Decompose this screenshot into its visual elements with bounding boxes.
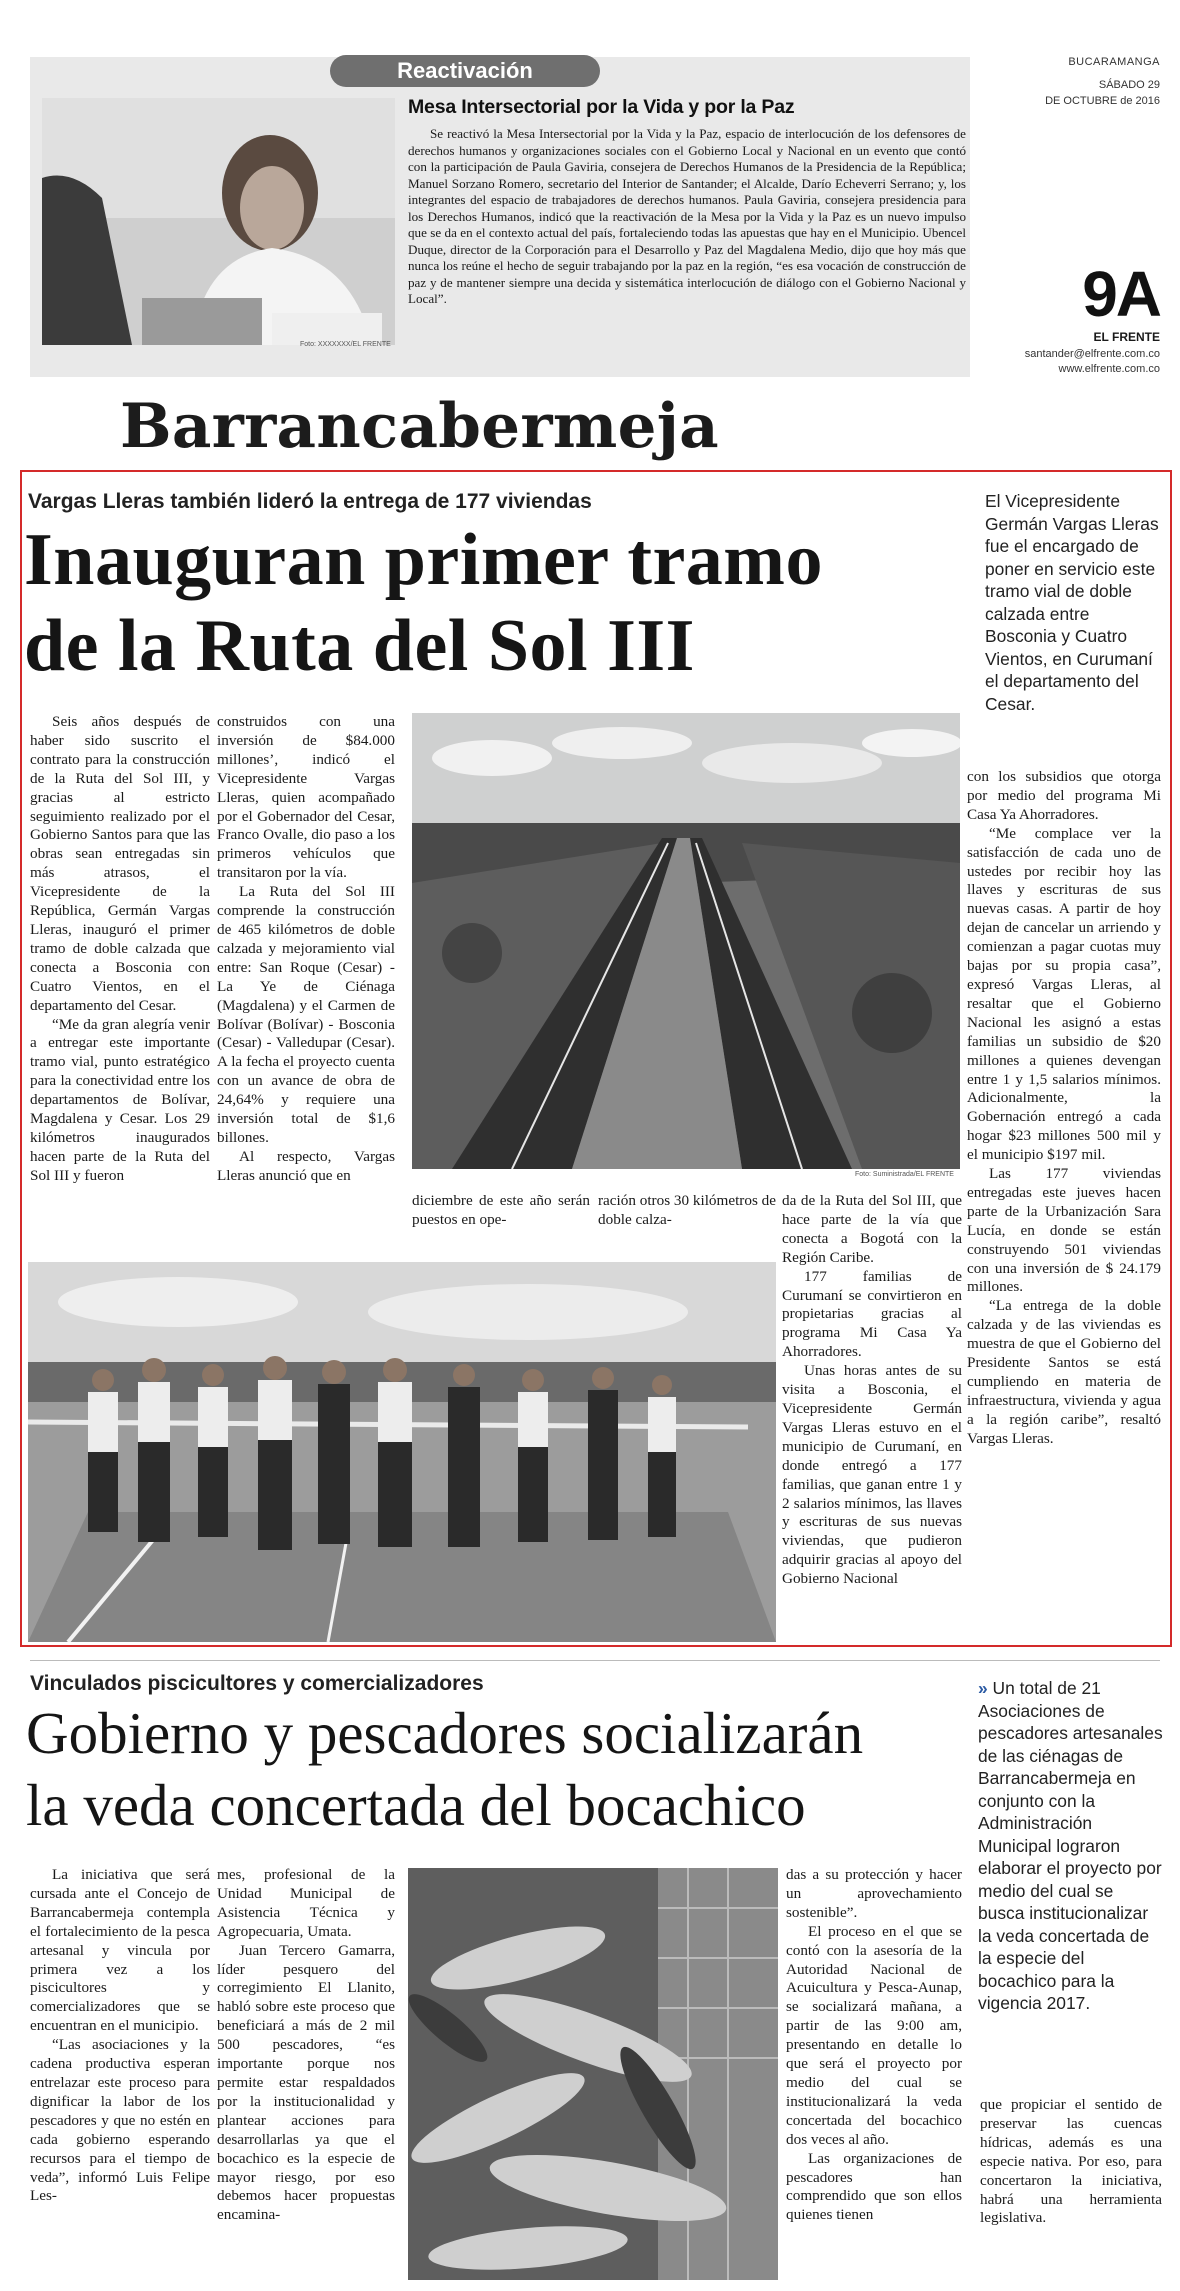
paper-email[interactable]: santander@elfrente.com.co bbox=[1024, 348, 1160, 360]
article-1-headline-line-1: Inauguran primer tramo bbox=[24, 519, 823, 601]
road-photo-credit: Foto: Suministrada/EL FRENTE bbox=[855, 1171, 954, 1178]
article-2-column-4: das a su protección y hacer un aprovechamiento sostenible”. El proceso en el que se contó con la asesoría de la Autoridad Nacional de Acuicultura y Pesca-Aunap, se socializará mañana, a partir de las 9:00 am, presentando en detalle lo que será el proyecto por medio del cual se institucionalizará la veda concertada del bocachico dos veces al año. Las organizaciones de pescadores han comprendido que son ellos quienes tienen bbox=[786, 1866, 962, 2224]
brief-photo-credit: Foto: XXXXXXX/EL FRENTE bbox=[300, 341, 391, 348]
article-1-column-4: da de la Ruta del Sol III, que hace parte de la vía que conecta a Bogotá con la Región Caribe. 177 familias de Curumaní se convirtieron en propietarias gracias al programa Mi Casa Ya Ahorradores. Unas horas antes de su visita a Bosconia, el Vicepresidente Germán Vargas Lleras estuvo en el municipio de Curumaní, en donde entregó a 177 familias, que ganan entre 1 y 2 salarios mínimos, las llaves y escrituras de sus nuevas viviendas, que pudieron adquirir gracias al apoyo del Gobierno Nacional bbox=[782, 1192, 962, 1588]
article-1-mid-column-2: diciembre de este año serán puestos en ope- bbox=[412, 1192, 590, 1228]
ribbon-cutting-photo bbox=[28, 1262, 776, 1642]
fish-photo bbox=[408, 1868, 778, 2280]
article-1-column-5: con los subsidios que otorga por medio del programa Mi Casa Ya Ahorradores. “Me complace ver la satisfacción de cada uno de ustedes por recibir hoy las llaves y escrituras de sus nuevas casas. A partir de hoy dejan de cancelar un arriendo y comienzan a pagar cuotas muy bajas por su propia casa”, expresó Vargas Lleras, al resaltar que el Gobierno Nacional les asignó a estas familias un subsidio de $20 millones a quienes devengan entre 1 y 1,5 salarios mínimos. Adicionalmente, la Gobernación entregó a cada hogar $23 millones 500 mil y el municipio $197 mil. Las 177 viviendas entregadas este jueves hacen parte de la Urbanización Sara Lucía, en donde se están construyendo 501 viviendas con una inversión de $ 24.179 millones. “La entrega de la doble calzada y de las viviendas es muestra de que el Gobierno del Presidente Santos se está cumpliendo en materia de infraestructura, vivienda y agua a la región caribe”, resaltó Vargas Lleras. bbox=[967, 768, 1161, 1447]
article-2-column-2: mes, profesional de la Unidad Municipal de Asistencia Técnica y Agropecuaria, Umata. Juan Tercero Gamarra, líder pesquero del corregimiento El Llanito, habló sobre este proceso que beneficiará a más de 2 mil 500 pescadores, “es importante porque nos permite estar respaldados por la institucionalidad y plantear acciones para desarrollarlas ya que el bocachico es la especie de mayor riesgo, por eso debemos hacer propuestas encamina- bbox=[217, 1866, 395, 2224]
article-1-kicker: Vargas Lleras también lideró la entrega de 177 viviendas bbox=[28, 490, 592, 513]
article-1-mid-column-3: ración otros 30 kilómetros de doble calza- bbox=[598, 1192, 776, 1228]
paper-name: EL FRENTE bbox=[1093, 330, 1160, 344]
article-2-sidebar-text: Un total de 21 Asociaciones de pescadores artesanales de las ciénagas de Barrancabermeja en conjunto con la Administración Municipal lograron elaborar el proyecto por medio del cual se busca institucionalizar la veda concertada de la especie del bocachico para la vigencia 2017. bbox=[978, 1678, 1163, 2013]
article-divider bbox=[30, 1660, 1160, 1661]
article-1-column-2: construidos con una inversión de $84.000 millones’, indicó el Vicepresidente Vargas Lleras, quien acompañado por el Gobernador del Cesar, Franco Ovalle, dio paso a los primeros vehículos que transitaron por la vía. La Ruta del Sol III comprende la construcción de 465 kilómetros de doble calzada y mejoramiento vial entre: San Roque (Cesar) - La Ye de Ciénaga (Magdalena) y el Carmen de Bolívar (Bolívar) - Bosconia (Cesar) - Valledupar (Cesar). A la fecha el proyecto cuenta con un avance de obra de 24,64% y requiere una inversión total de $1,6 billones. Al respecto, Vargas Lleras anunció que en bbox=[217, 713, 395, 1184]
page-number: 9A bbox=[1082, 258, 1160, 330]
article-2-column-5: que propiciar el sentido de preservar las cuencas hídricas, además es una especie nativa. Por eso, para concertaron la iniciativa, habrá una herramienta legislativa. bbox=[980, 2096, 1162, 2227]
article-2-headline-line-2: la veda concertada del bocachico bbox=[26, 1772, 806, 1838]
article-2-headline-line-1: Gobierno y pescadores socializarán bbox=[26, 1700, 864, 1766]
article-2-column-1: La iniciativa que será cursada ante el Concejo de Barrancabermeja contempla el fortalecimiento de la pesca artesanal y vincula por primera vez a los piscicultores y comercializadores que se encuentran en el municipio. “Las asociaciones y la cadena productiva esperan entrelazar este proceso para dignificar la labor de los pescadores y que no estén en cada gobierno esperando recursos para el tiempo de veda”, informó Luis Felipe Les- bbox=[30, 1866, 210, 2205]
section-tag: Reactivación bbox=[330, 55, 600, 87]
article-1-column-1: Seis años después de haber sido suscrito el contrato para la construcción de la Ruta del Sol III, y gracias al estricto seguimiento realizado por el Gobierno Santos para que las obras sean entregadas sin más atrasos, el Vicepresidente de la República, Germán Vargas Lleras, inauguró el primer tramo de doble calzada que conecta a Bosconia con Cuatro Vientos, en el departamento del Cesar. “Me da gran alegría venir a entregar este importante tramo vial, punto estratégico para la conectividad entre los departamentos de Bolívar, Magdalena y Cesar. Los 29 kilómetros inaugurados hacen parte de la Ruta del Sol III y fueron bbox=[30, 713, 210, 1184]
date-line-1: SÁBADO 29 bbox=[1098, 79, 1160, 91]
road-photo bbox=[412, 713, 960, 1169]
article-2-sidebar bbox=[978, 1677, 1163, 2015]
article-2-kicker: Vinculados piscicultores y comercializadores bbox=[30, 1672, 484, 1695]
city-label: BUCARAMANGA bbox=[1068, 56, 1160, 68]
section-name: Barrancabermeja bbox=[120, 391, 719, 462]
article-1-headline-line-2: de la Ruta del Sol III bbox=[24, 605, 695, 687]
brief-text: Se reactivó la Mesa Intersectorial por la Vida y la Paz, espacio de interlocución de los defensores de derechos humanos y organizaciones sociales con el Gobierno Local y Nacional en un evento que contó con la participación de Paula Gaviria, consejera de Derechos Humanos de la Presidencia de la República; Manuel Sorzano Romero, secretario del Interior de Santander; el Alcalde, Darío Echeverri Serrano; y, los integrantes del espacio de trabajadores de derechos humanos. Paula Gaviria, consejera presidencia para los Derechos Humanos, indicó que la reactivación de la Mesa por la Vida y la Paz es un nuevo impulso que se da en el contexto actual del país, fortaleciendo todas las apuestas que hay en el Municipio. Ubencel Duque, director de la Corporación para el Desarrollo y Paz del Magdalena Medio, dijo que hoy más que nunca los reúne el hecho de seguir trabajando por la paz en la región, “es esa vocación de construcción de paz y de mantener siempre una decida y sistemática interlocución de diálogo con el Gobierno Nacional y Local”. bbox=[408, 126, 966, 306]
sidebar-marker-icon: » bbox=[978, 1678, 988, 1698]
article-1-sidebar: El Vicepresidente Germán Vargas Lleras fue el encargado de poner en servicio este tramo vial de doble calzada entre Bosconia y Cuatro Vientos, en Curumaní el departamento del Cesar. bbox=[985, 491, 1159, 714]
brief-photo bbox=[42, 98, 395, 345]
brief-title: Mesa Intersectorial por la Vida y por la Paz bbox=[408, 96, 795, 118]
paper-website[interactable]: www.elfrente.com.co bbox=[1058, 363, 1160, 375]
date-line-2: DE OCTUBRE de 2016 bbox=[1045, 95, 1160, 107]
